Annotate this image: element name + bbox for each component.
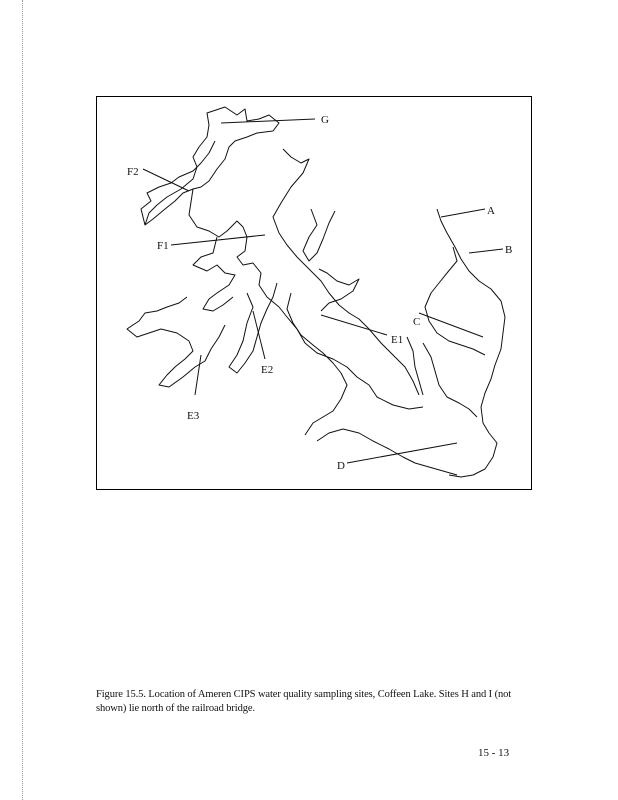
site-label-b: B — [505, 244, 513, 256]
site-label-g: G — [321, 114, 329, 126]
site-label-e1: E1 — [391, 334, 404, 346]
site-label-f1: F1 — [157, 240, 169, 252]
lake-map-svg — [97, 97, 533, 491]
lake-map-figure — [96, 96, 532, 490]
scan-edge-marks — [22, 0, 24, 800]
site-label-a: A — [487, 205, 495, 217]
site-label-c: C — [413, 316, 421, 328]
site-label-f2: F2 — [127, 166, 139, 178]
site-label-e2: E2 — [261, 364, 274, 376]
site-label-e3: E3 — [187, 410, 200, 422]
page-number: 15 - 13 — [478, 747, 510, 759]
site-labels — [127, 114, 512, 472]
site-label-d: D — [337, 460, 345, 472]
lake-outline — [127, 107, 505, 477]
figure-caption: Figure 15.5. Location of Ameren CIPS water quality sampling sites, Coffeen Lake. Sites H and I (not shown) lie north of the railroad bridge. — [96, 689, 512, 714]
